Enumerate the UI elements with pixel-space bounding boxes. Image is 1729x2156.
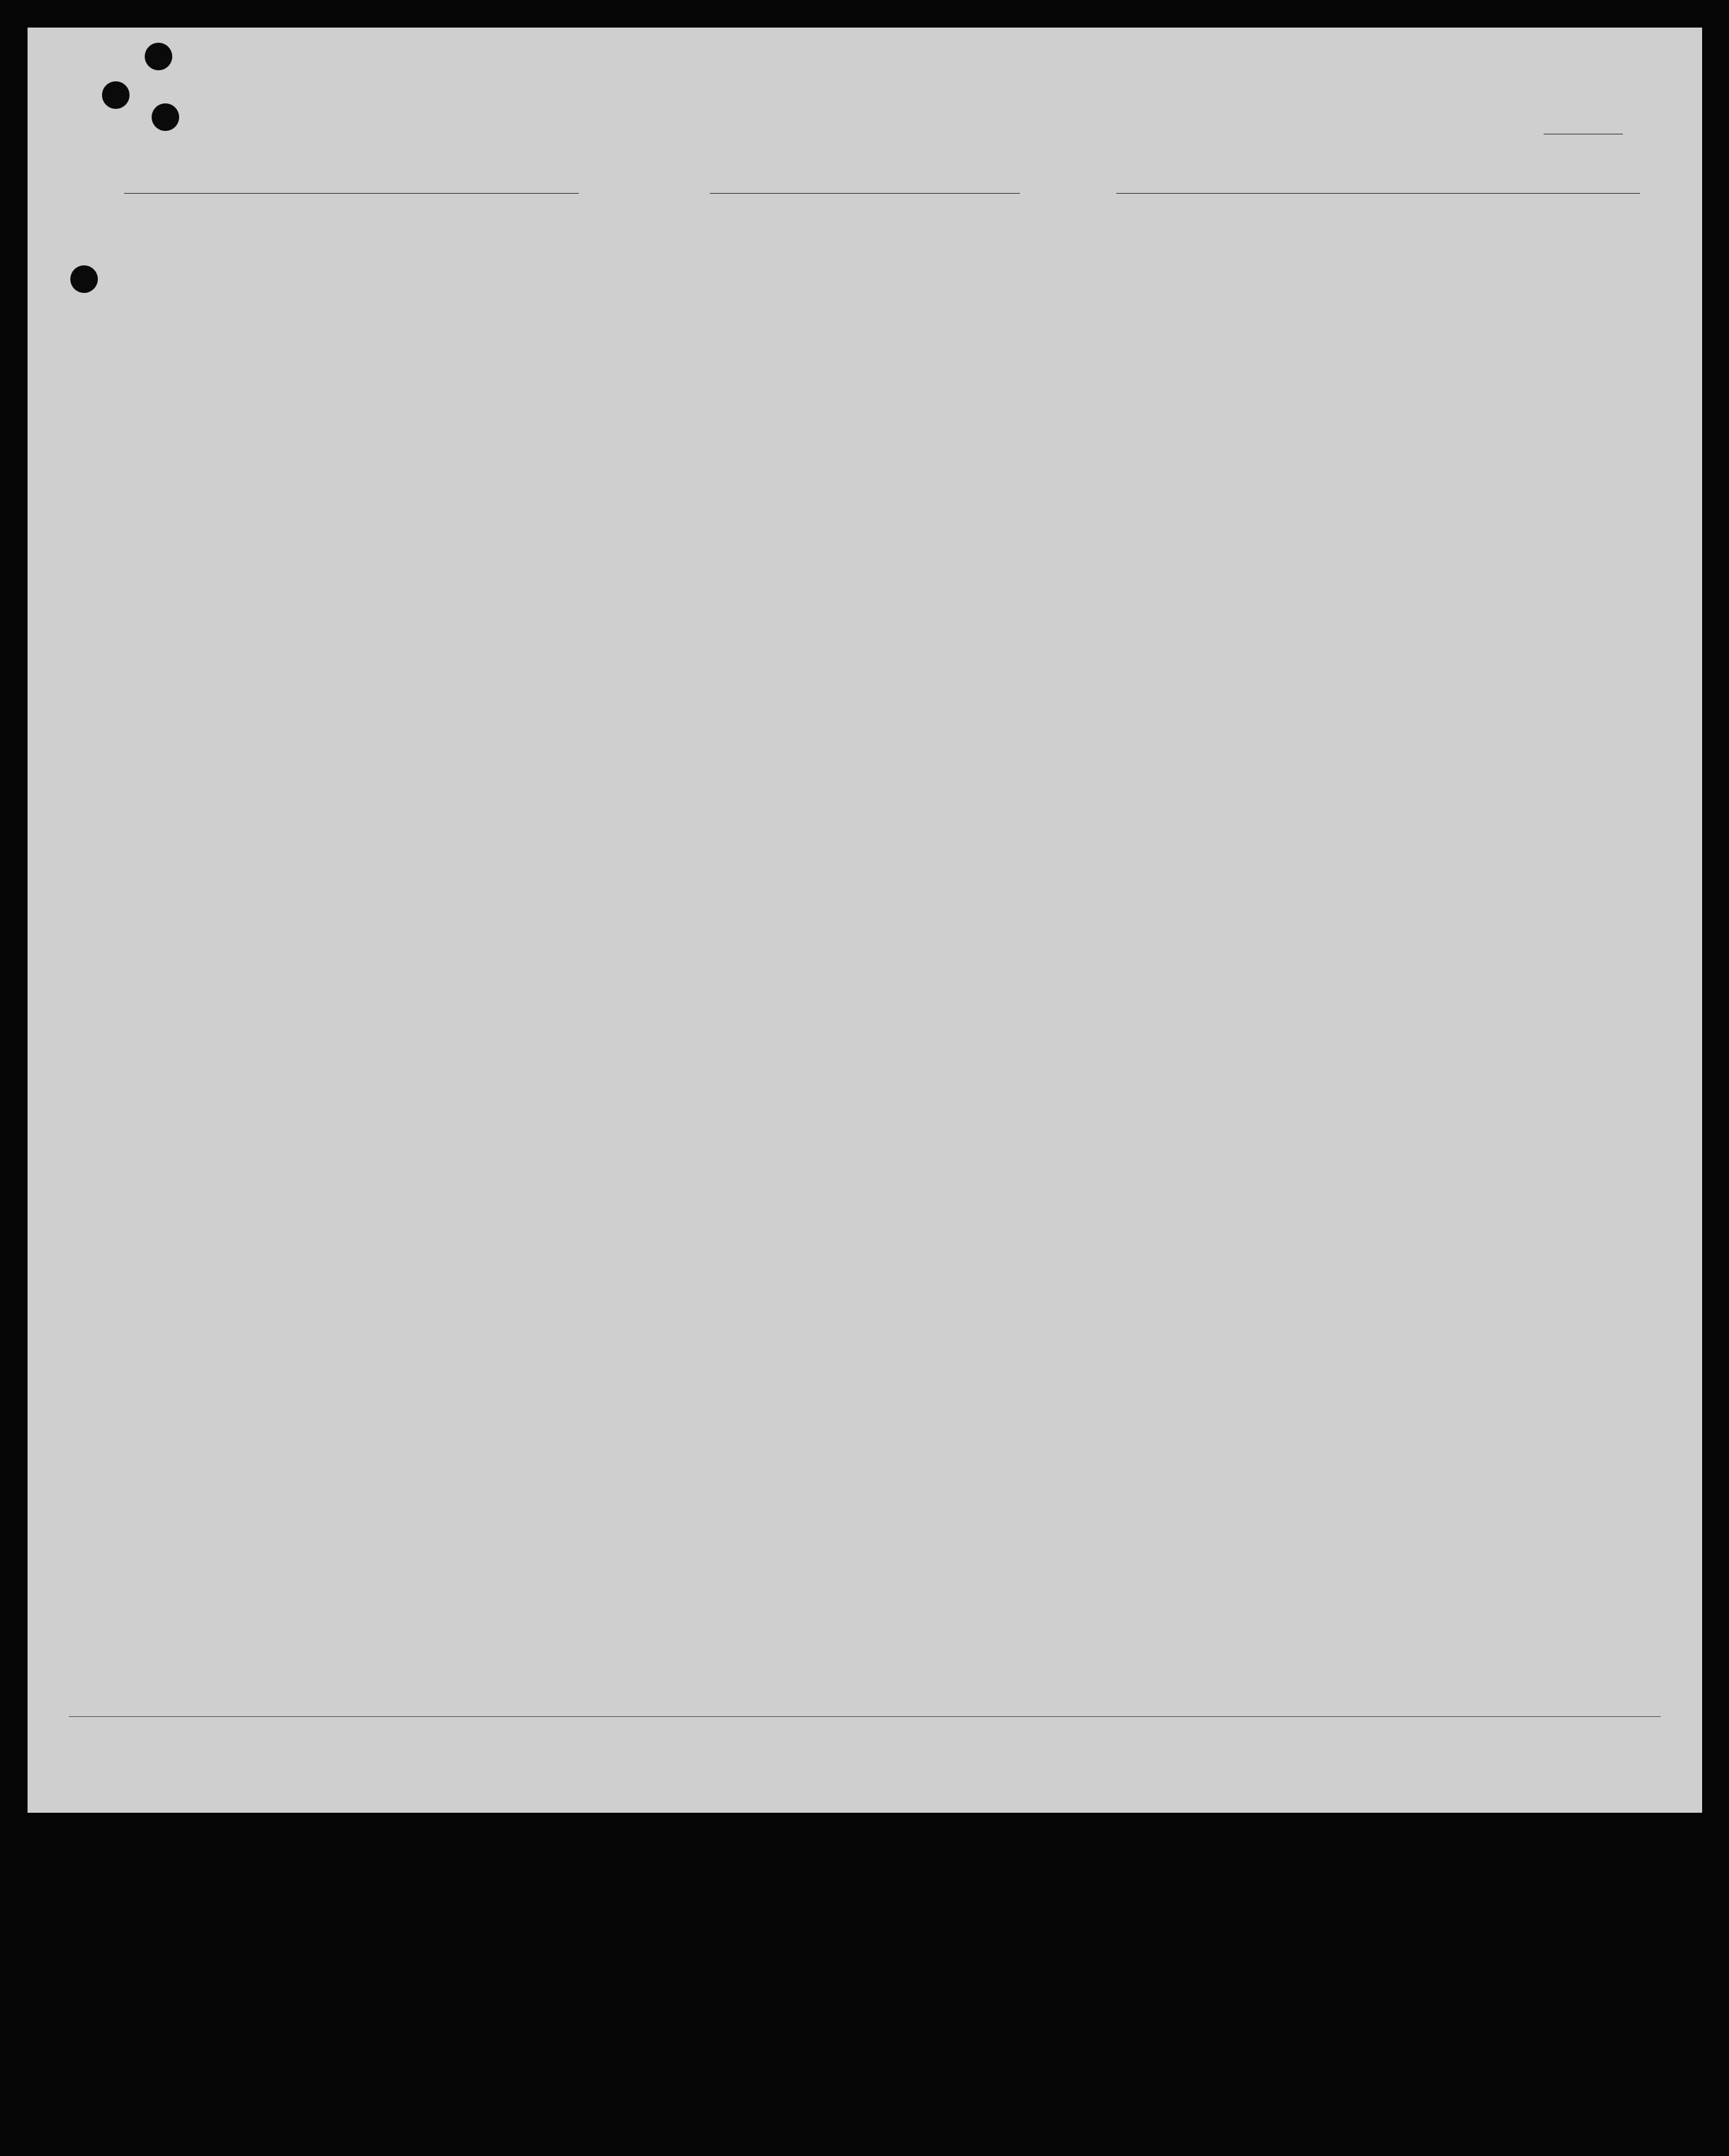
punch-hole — [145, 43, 172, 70]
punch-hole — [70, 265, 98, 293]
manifest-sheet — [28, 28, 1702, 1813]
punch-hole — [152, 103, 179, 131]
punch-hole — [102, 81, 130, 109]
